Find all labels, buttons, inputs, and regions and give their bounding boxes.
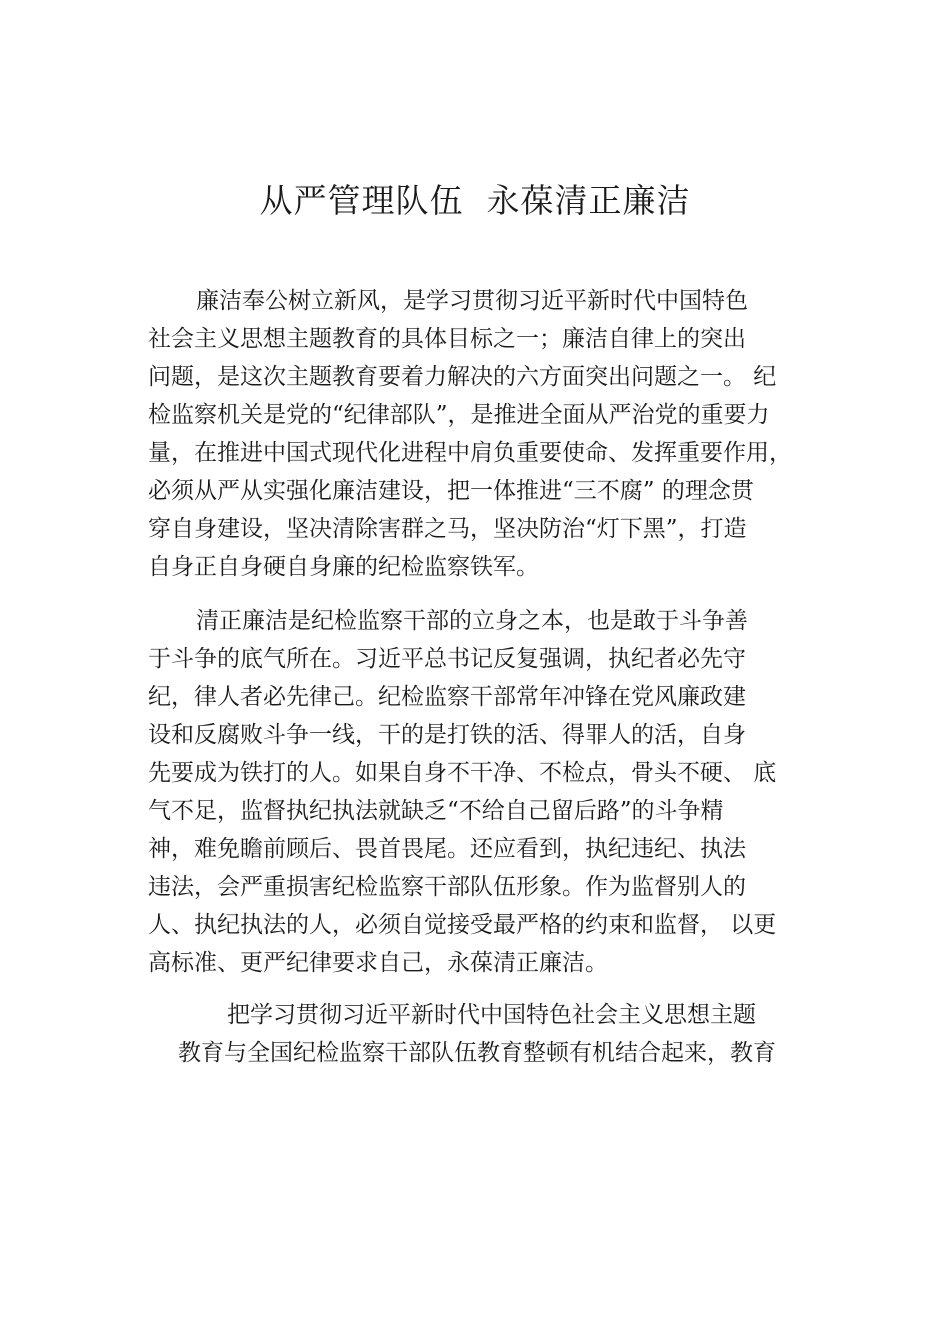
paragraph-line: 检监察机关是党的“纪律部队”，是推进全面从严治党的重要力 — [148, 402, 770, 428]
paragraph-line: 自身正自身硬自身廉的纪检监察铁军。 — [148, 554, 539, 580]
paragraph-line: 清正廉洁是纪检监察干部的立身之本，也是敢于斗争善 — [196, 608, 748, 634]
paragraph-line: 违法，会严重损害纪检监察干部队伍形象。作为监督别人的 — [148, 874, 746, 900]
paragraph-line: 把学习贯彻习近平新时代中国特色社会主义思想主题 — [227, 1002, 756, 1028]
paragraph-line: 廉洁奉公树立新风，是学习贯彻习近平新时代中国特色 — [196, 288, 748, 314]
paragraph-line: 神，难免瞻前顾后、畏首畏尾。还应看到，执纪违纪、执法 — [148, 836, 746, 862]
paragraph-line: 设和反腐败斗争一线，干的是打铁的活、得罪人的活，自身 — [148, 722, 746, 748]
paragraph-line: 穿自身建设，坚决清除害群之马，坚决防治“灯下黑”，打造 — [148, 516, 747, 542]
paragraph-line: 教育与全国纪检监察干部队伍教育整顿有机结合起来，教育 — [178, 1040, 776, 1066]
document-title: 从严管理队伍 永葆清正廉洁 — [259, 181, 691, 220]
paragraph-line: 人、执纪执法的人，必须自觉接受最严格的约束和监督， 以更 — [148, 912, 777, 938]
paragraph-line: 先要成为铁打的人。如果自身不干净、不检点，骨头不硬、 底 — [148, 760, 777, 786]
paragraph-line: 于斗争的底气所在。习近平总书记反复强调，执纪者必先守 — [148, 646, 746, 672]
paragraph-line: 问题，是这次主题教育要着力解决的六方面突出问题之一。 纪 — [148, 364, 777, 390]
paragraph-line: 必须从严从实强化廉洁建设，把一体推进“三不腐” 的理念贯 — [148, 478, 754, 504]
paragraph-line: 高标准、更严纪律要求自己，永葆清正廉洁。 — [148, 950, 608, 976]
paragraph-line: 社会主义思想主题教育的具体目标之一；廉洁自律上的突出 — [148, 326, 746, 352]
paragraph-line: 量，在推进中国式现代化进程中肩负重要使命、发挥重要作用， — [148, 440, 792, 466]
paragraph-line: 气不足，监督执纪执法就缺乏“不给自己留后路”的斗争精 — [148, 798, 724, 824]
paragraph-line: 纪，律人者必先律己。纪检监察干部常年冲锋在党风廉政建 — [148, 684, 746, 710]
